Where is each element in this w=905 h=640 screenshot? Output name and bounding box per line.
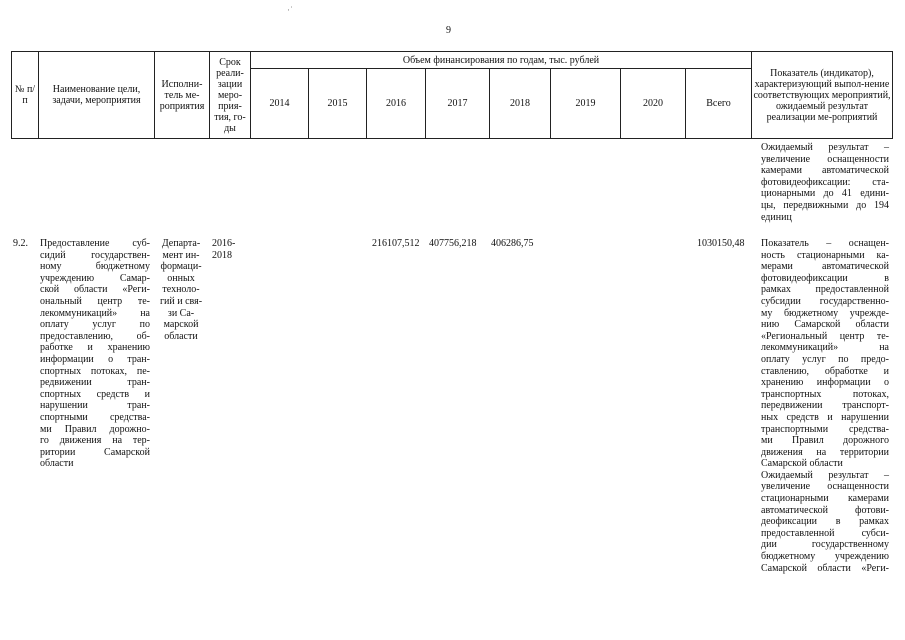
scan-speck: ·˙ — [287, 5, 293, 15]
header-year-2015: 2015 — [309, 69, 367, 139]
cont-line: ционарными до 41 едини- — [761, 188, 889, 200]
header-year-2018: 2018 — [490, 69, 551, 139]
cont-line: единиц — [761, 211, 792, 223]
header-year-2017: 2017 — [426, 69, 490, 139]
header-total: Всего — [686, 69, 752, 139]
header-num: № п/п — [12, 52, 39, 139]
header-year-2020: 2020 — [621, 69, 686, 139]
header-executor: Исполни-тель ме-роприятия — [155, 52, 210, 139]
row-term: 2016- 2018 — [212, 238, 236, 261]
row-indicator: Показатель – оснащен- ность стационарными ка- мерами автоматической фотовидеофиксации в рамках предоставленной субсидии государственно- му бюджетному учрежде- нию Самарской области «Региональный центр те- лекоммуникаций» на оплату услуг по предо- ставлению, обработке и хранению информации о транспортных потоках, передвижении транспорт- ных средств и нарушении транспортными средства- ми Правил дорожного движения на территории Самарской области Ожидаемый результат – увеличение оснащенности стационарными камерами автоматической фотови- деофиксации в рамках предоставленной субси- дии государственному бюджетному учреждению Самарской области «Реги- — [761, 238, 889, 574]
header-name: Наименование цели, задачи, мероприятия — [39, 52, 155, 139]
row-executor: Департа- мент ин- формаци- онных техноло- гий и свя- зи Са- марской области — [159, 238, 203, 342]
cont-line: цы, передвижными до 194 — [761, 199, 889, 211]
row-value-2017: 407756,218 — [429, 238, 477, 249]
page-number: 9 — [446, 25, 451, 36]
row-number: 9.2. — [13, 238, 28, 249]
header-financing: Объем финансирования по годам, тыс. рублей — [251, 52, 752, 69]
row-value-2016: 216107,512 — [372, 238, 420, 249]
table-header — [11, 51, 893, 139]
row-name: Предоставление суб- сидий государствен- ному бюджетному учреждению Самар- ской области «Реги- ональный центр те- лекоммуникаций» на оплату услуг по предоставлению, об- работке и хранению информации о тран- спортных потоках, пе- редвижении тран- спортных средств и нарушении тран- спортными средства- ми Правил дорожно- го движения на тер- ритории Самарской области — [40, 238, 150, 470]
row-value-total: 1030150,48 — [697, 238, 745, 249]
cont-line: увеличение оснащенности — [761, 153, 889, 165]
cont-line: Ожидаемый результат – — [761, 142, 889, 153]
header-year-2016: 2016 — [367, 69, 426, 139]
cont-line: фотовидеофиксации: ста- — [761, 176, 889, 188]
header-year-2019: 2019 — [551, 69, 621, 139]
indicator-continuation — [761, 142, 889, 223]
header-indicator: Показатель (индикатор), характеризующий выпол-нение соответствующих мероприятий, ожидаемый результат реализации ме-роприятий — [752, 52, 893, 139]
cont-line: камерами автоматической — [761, 165, 889, 177]
row-value-2018: 406286,75 — [491, 238, 534, 249]
header-term: Срок реали-зации меро-прия-тия, го-ды — [210, 52, 251, 139]
header-year-2014: 2014 — [251, 69, 309, 139]
